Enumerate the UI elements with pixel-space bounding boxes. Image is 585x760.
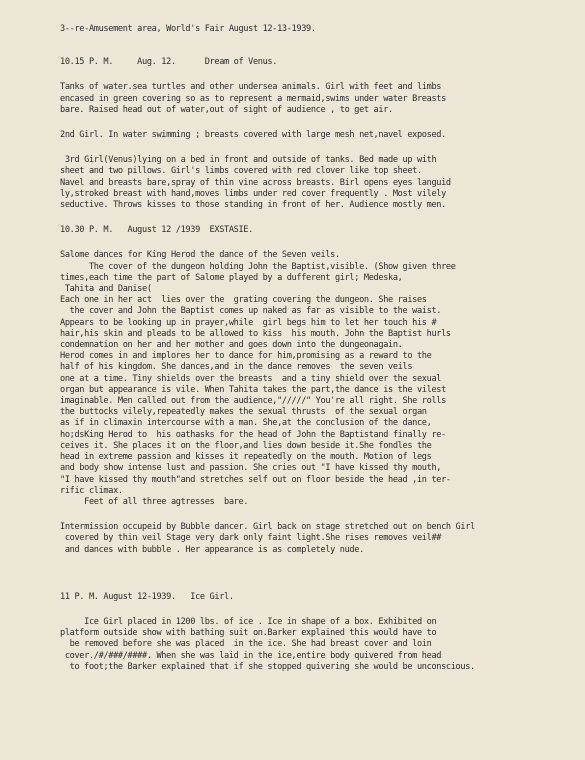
text-line: covered by thin veil Stage very dark only faint light.She rises removes veil## [60,533,442,544]
text-line: half of his kingdom. She dances,and in the dance removes the seven veils [60,362,413,373]
text-line: rific climax. [60,485,123,496]
paragraph [60,522,553,556]
text-line: the cover and John the Baptist comes up naked as far as visible to the waist. [60,306,442,317]
paragraph [60,250,553,508]
section-exstasie [60,225,553,555]
text-line: one at a time. Tiny shields over the breasts and a tiny shield over the sexual [60,373,442,384]
text-line: ho;dsKing Herod to his oathasks for the head of John the Baptistand finally re- [60,429,446,440]
text-line: Ice Girl placed in 1200 lbs. of ice . Ice in shape of a box. Exhibited on [60,616,437,627]
text-line: Tahita and Danise( [60,284,152,295]
paragraph [60,617,553,673]
text-line: 3rd Girl(Venus)lying on a bed in front and outside of tanks. Bed made up with [60,155,437,166]
text-line: ly,stroked breast with hand,moves limbs under red cover frequently . Most vilely [60,188,446,199]
text-line: be removed before she was placed in the ice. She had breast cover and loin [60,639,432,650]
text-line: Herod comes in and implores her to dance for him,promising as a reward to the [60,351,432,362]
text-line: and body show intense lust and passion. She cries out "I have kissed thy mouth, [60,463,442,474]
text-line: seductive. Throws kisses to those standing in front of her. Audience mostly men. [60,200,446,211]
text-line: hair,his skin and pleads to be allowed to kiss his mouth. John the Baptist hurls [60,328,451,339]
text-line: Navel and breasts bare,spray of thin vine across breasts. Birl opens eyes languid [60,177,451,188]
text-line: as if in climaxin intercourse with a man. She,at the conclusion of the dance, [60,418,432,429]
text-line: Tanks of water.sea turtles and other undersea animals. Girl with feet and limbs [60,82,442,93]
text-line: head in extreme passion and kisses it repeatedly on the mouth. Motion of legs [60,452,432,463]
text-line: The cover of the dungeon holding John the Baptist,visible. (Show given three [60,261,456,272]
text-line: bare. Raised head out of water,out of sight of audience , to get air. [60,104,393,115]
text-line: "I have kissed thy mouth"and stretches self out on floor beside the head ,in ter- [60,474,451,485]
text-line: and dances with bubble . Her appearance is as completely nude. [60,544,364,555]
text-line: condemnation on her and her mother and goes down into the dungeonagain. [60,340,403,351]
section-heading: 10.15 P. M. Aug. 12. Dream of Venus. [60,57,278,68]
paragraph [60,155,553,211]
text-line: Each one in her act lies over the grating covering the dungeon. She raises [60,295,427,306]
text-line: imaginable. Men called out from the audience,"/////" You're all right. She rolls [60,396,446,407]
text-line: encased in green covering so as to represent a mermaid,swims under water Breasts [60,93,446,104]
text-line: Feet of all three agtresses bare. [60,496,249,507]
paragraph [60,82,553,116]
text-line: to foot;the Barker explained that if she stopped quivering she would be unconscious. [60,661,475,672]
section-ice-girl [60,592,553,673]
section-heading: 11 P. M. August 12-1939. Ice Girl. [60,591,234,602]
text-line: organ but appearance is vile. When Tahita takes the part,the dance is the vilest [60,384,446,395]
text-line: sheet and two pillows. Girl's limbs covered with red clover like top sheet. [60,166,422,177]
page-header: 3--re-Amusement area, World's Fair August 12-13-1939. [60,24,316,34]
text-line: times,each time the part of Salome played by a dufferent girl; Medeska, [60,272,403,283]
text-line: Appears to be looking up in prayer,while girl begs him to let her touch his # [60,317,437,328]
text-line: platform outside show with bathing suit on.Barker explained this would have to [60,628,437,639]
text-line: ceives it. She places it on the floor,and lies down beside it.She fondles the [60,440,432,451]
text-line: 2nd Girl. In water swimming ; breasts covered with large mesh net,navel exposed. [60,130,446,141]
text-line: cover./#/###/####. When she was laid in the ice,entire body quivered from head [60,650,442,661]
section-dream-of-venus [60,57,553,211]
paragraph [60,130,553,141]
text-line: the buttocks vilely,repeatedly makes the sexual thrusts of the sexual organ [60,407,427,418]
text-line: Salome dances for King Herod the dance of the Seven veils. [60,250,340,261]
text-line: Intermission occupeid by Bubble dancer. Girl back on stage stretched out on bench Girl [60,522,475,533]
section-heading: 10.30 P. M. August 12 /1939 EXSTASIE. [60,225,253,236]
